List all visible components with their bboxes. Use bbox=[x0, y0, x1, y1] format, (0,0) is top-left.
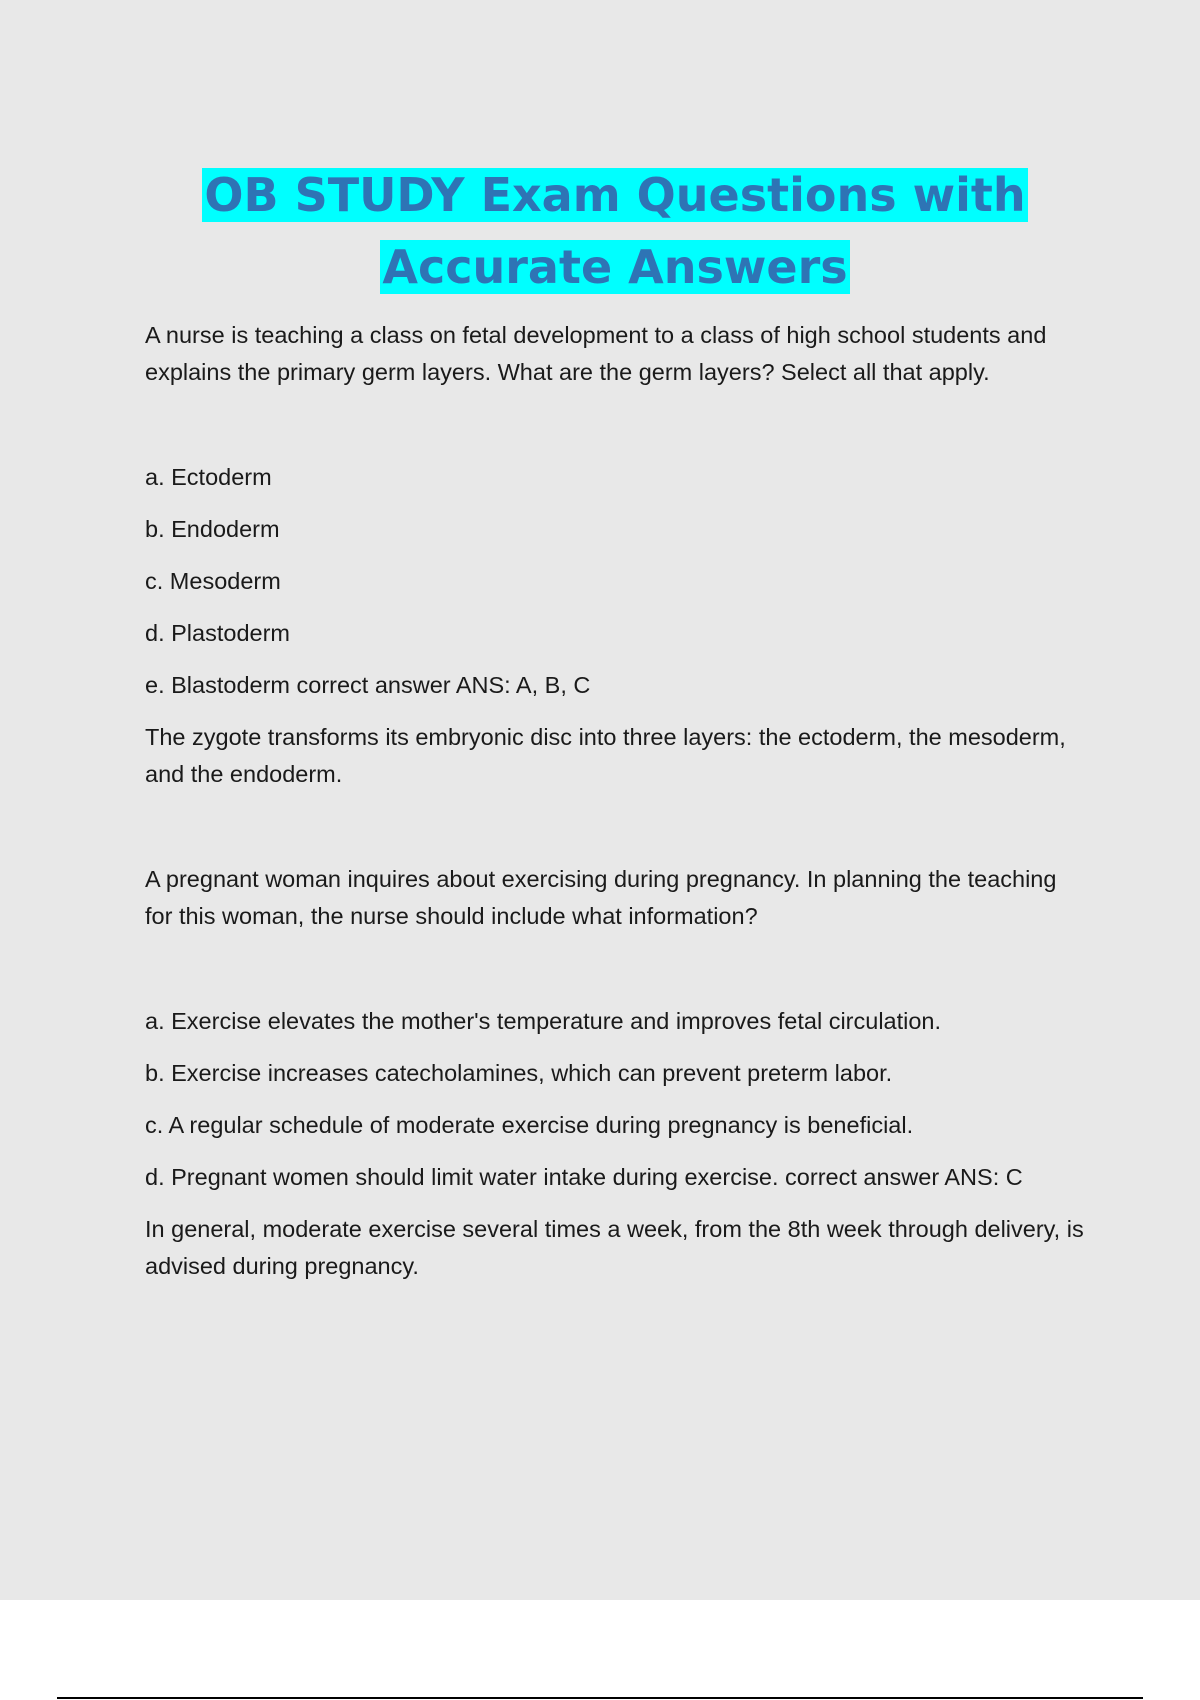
spacer bbox=[145, 935, 1085, 1003]
question-2-option-b: b. Exercise increases catecholamines, which can prevent preterm labor. bbox=[145, 1060, 893, 1086]
question-1-option-a: a. Ectoderm bbox=[145, 464, 272, 490]
document-content bbox=[145, 165, 1085, 1285]
spacer bbox=[145, 391, 1085, 459]
question-2-stem: A pregnant woman inquires about exercising during pregnancy. In planning the teaching for this woman, the nurse should include what information? bbox=[145, 866, 1057, 929]
spacer bbox=[145, 793, 1085, 861]
question-1-option-c: c. Mesoderm bbox=[145, 568, 281, 594]
question-1-option-e: e. Blastoderm correct answer ANS: A, B, C bbox=[145, 672, 591, 698]
question-2-rationale: In general, moderate exercise several times a week, from the 8th week through delivery, is advised during pregnancy. bbox=[145, 1216, 1084, 1279]
page-divider bbox=[57, 1697, 1143, 1699]
question-2-option-a: a. Exercise elevates the mother's temperature and improves fetal circulation. bbox=[145, 1008, 942, 1034]
question-2-option-c: c. A regular schedule of moderate exercise during pregnancy is beneficial. bbox=[145, 1112, 914, 1138]
question-1-stem: A nurse is teaching a class on fetal development to a class of high school students and explains the primary germ layers. What are the germ layers? Select all that apply. bbox=[145, 322, 1047, 385]
title-line-1: OB STUDY Exam Questions with bbox=[204, 168, 1026, 222]
question-1-option-d: d. Plastoderm bbox=[145, 620, 290, 646]
question-1-rationale: The zygote transforms its embryonic disc into three layers: the ectoderm, the mesoderm, and the endoderm. bbox=[145, 724, 1066, 787]
title-line-2: Accurate Answers bbox=[382, 240, 848, 294]
document-title bbox=[145, 165, 1085, 309]
question-1-option-b: b. Endoderm bbox=[145, 516, 280, 542]
question-2-option-d: d. Pregnant women should limit water intake during exercise. correct answer ANS: C bbox=[145, 1164, 1023, 1190]
